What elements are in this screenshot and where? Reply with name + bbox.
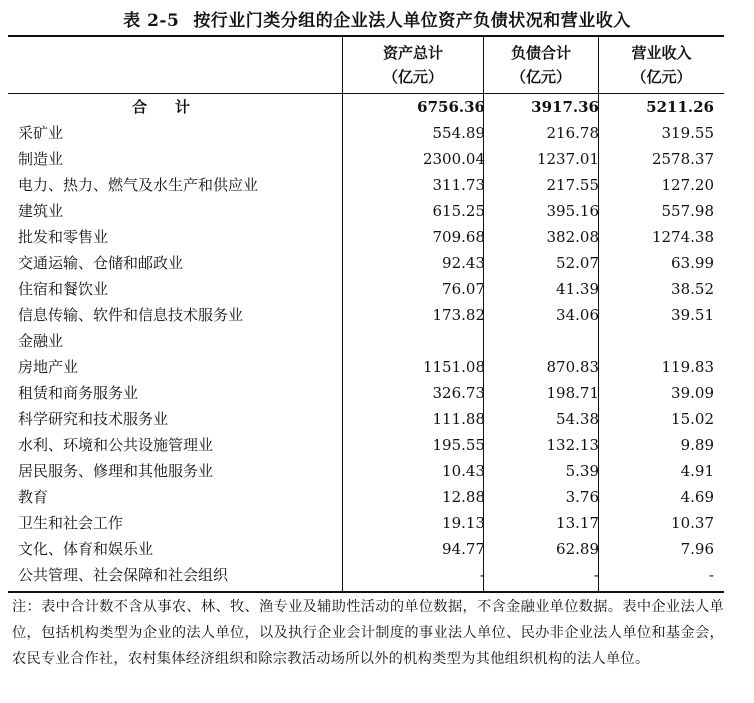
row-label: 卫生和社会工作 xyxy=(18,514,124,532)
cell-revenue: 119.83 xyxy=(661,358,714,376)
row-label: 房地产业 xyxy=(18,358,79,376)
table-note: 注：表中合计数不含从事农、林、牧、渔专业及辅助性活动的单位数据，不含金融业单位数据。表中企业法人单位，包括机构类型为企业的法人单位，以及执行企业会计制度的事业法人单位、民办非企业法人单位和基金会，农民专业合作社，农村集体经济组织和除宗教活动场所以外的机构类型为其他组织机构的法人单位。 xyxy=(12,599,724,667)
cell-revenue: 38.52 xyxy=(671,280,714,298)
cell-liabilities: 3917.36 xyxy=(531,98,599,116)
table-row xyxy=(8,172,724,198)
cell-assets: 311.73 xyxy=(432,176,485,194)
cell-liabilities: 217.55 xyxy=(546,176,599,194)
header-label: 负债合计 xyxy=(510,44,571,62)
cell-revenue: 5211.26 xyxy=(646,98,714,116)
cell-revenue: 557.98 xyxy=(661,202,714,220)
header-revenue xyxy=(599,41,724,89)
table-row xyxy=(8,276,724,302)
table-row xyxy=(8,354,724,380)
cell-assets: 1151.08 xyxy=(422,358,485,376)
cell-revenue: 9.89 xyxy=(680,436,714,454)
cell-revenue: 1274.38 xyxy=(651,228,714,246)
cell-revenue: 4.91 xyxy=(680,462,714,480)
cell-assets: 554.89 xyxy=(432,124,485,142)
cell-assets: 709.68 xyxy=(432,228,485,246)
table-header xyxy=(8,37,724,94)
cell-liabilities: 216.78 xyxy=(546,124,599,142)
cell-assets: 19.13 xyxy=(442,514,485,532)
cell-revenue: 63.99 xyxy=(671,254,714,272)
cell-assets: 94.77 xyxy=(442,540,485,558)
row-label: 住宿和餐饮业 xyxy=(18,280,109,298)
cell-liabilities: 395.16 xyxy=(546,202,599,220)
cell-liabilities: 54.38 xyxy=(556,410,599,428)
row-label: 公共管理、社会保障和社会组织 xyxy=(18,566,229,584)
cell-assets: 173.82 xyxy=(432,306,485,324)
table-row xyxy=(8,250,724,276)
cell-assets: 195.55 xyxy=(432,436,485,454)
cell-liabilities: 870.83 xyxy=(546,358,599,376)
cell-liabilities: - xyxy=(593,566,599,584)
cell-revenue: 10.37 xyxy=(671,514,714,532)
row-label: 采矿业 xyxy=(18,124,64,142)
cell-liabilities: 1237.01 xyxy=(536,150,599,168)
cell-revenue: 4.69 xyxy=(680,488,714,506)
table-row xyxy=(8,458,724,484)
row-label: 文化、体育和娱乐业 xyxy=(18,540,154,558)
row-label: 科学研究和技术服务业 xyxy=(18,410,169,428)
cell-liabilities: 5.39 xyxy=(565,462,599,480)
row-label: 建筑业 xyxy=(18,202,64,220)
table-row xyxy=(8,510,724,536)
table-row xyxy=(8,536,724,562)
cell-liabilities: 132.13 xyxy=(546,436,599,454)
table-row xyxy=(8,328,724,354)
header-label: 资产总计 xyxy=(382,44,443,62)
cell-liabilities: 13.17 xyxy=(556,514,599,532)
row-label: 信息传输、软件和信息技术服务业 xyxy=(18,306,244,324)
header-liabilities xyxy=(484,41,598,89)
row-label: 教育 xyxy=(18,488,49,506)
row-label: 租赁和商务服务业 xyxy=(18,384,139,402)
cell-assets: 12.88 xyxy=(442,488,485,506)
row-label: 批发和零售业 xyxy=(18,228,109,246)
cell-revenue: - xyxy=(708,566,714,584)
header-label: 营业收入 xyxy=(631,44,692,62)
cell-liabilities: 3.76 xyxy=(565,488,599,506)
cell-assets: 10.43 xyxy=(442,462,485,480)
cell-assets: 615.25 xyxy=(432,202,485,220)
total-row xyxy=(8,94,724,120)
cell-liabilities: 198.71 xyxy=(546,384,599,402)
row-label: 居民服务、修理和其他服务业 xyxy=(18,462,214,480)
header-unit: （亿元） xyxy=(382,68,443,86)
header-assets xyxy=(343,41,483,89)
row-label: 金融业 xyxy=(18,332,64,350)
table-row xyxy=(8,406,724,432)
table-row xyxy=(8,120,724,146)
cell-revenue: 15.02 xyxy=(671,410,714,428)
cell-revenue: 7.96 xyxy=(680,540,714,558)
cell-revenue: 2578.37 xyxy=(651,150,714,168)
table-number: 表 2-5 xyxy=(123,11,180,31)
cell-revenue: 319.55 xyxy=(661,124,714,142)
cell-assets: - xyxy=(479,566,485,584)
row-label: 水利、环境和公共设施管理业 xyxy=(18,436,214,454)
table-row xyxy=(8,198,724,224)
header-unit: （亿元） xyxy=(510,68,571,86)
table-title-text: 按行业门类分组的企业法人单位资产负债状况和营业收入 xyxy=(193,11,631,31)
cell-assets: 6756.36 xyxy=(417,98,485,116)
table-row xyxy=(8,302,724,328)
data-table xyxy=(8,35,724,593)
table-row xyxy=(8,224,724,250)
cell-revenue: 39.09 xyxy=(671,384,714,402)
table-row xyxy=(8,146,724,172)
cell-liabilities: 382.08 xyxy=(546,228,599,246)
cell-liabilities: 34.06 xyxy=(556,306,599,324)
row-label: 合计 xyxy=(131,98,218,116)
row-label: 交通运输、仓储和邮政业 xyxy=(18,254,184,272)
row-label: 电力、热力、燃气及水生产和供应业 xyxy=(18,176,259,194)
table-row xyxy=(8,484,724,510)
cell-assets: 111.88 xyxy=(432,410,485,428)
cell-revenue: 127.20 xyxy=(661,176,714,194)
cell-assets: 2300.04 xyxy=(422,150,485,168)
table-row xyxy=(8,562,724,588)
header-unit: （亿元） xyxy=(631,68,692,86)
row-label: 制造业 xyxy=(18,150,64,168)
cell-assets: 76.07 xyxy=(442,280,485,298)
cell-liabilities: 52.07 xyxy=(556,254,599,272)
table-row xyxy=(8,380,724,406)
cell-liabilities: 41.39 xyxy=(556,280,599,298)
cell-assets: 326.73 xyxy=(432,384,485,402)
table-row xyxy=(8,432,724,458)
cell-liabilities: 62.89 xyxy=(556,540,599,558)
table-title xyxy=(0,6,754,31)
cell-revenue: 39.51 xyxy=(671,306,714,324)
cell-assets: 92.43 xyxy=(442,254,485,272)
